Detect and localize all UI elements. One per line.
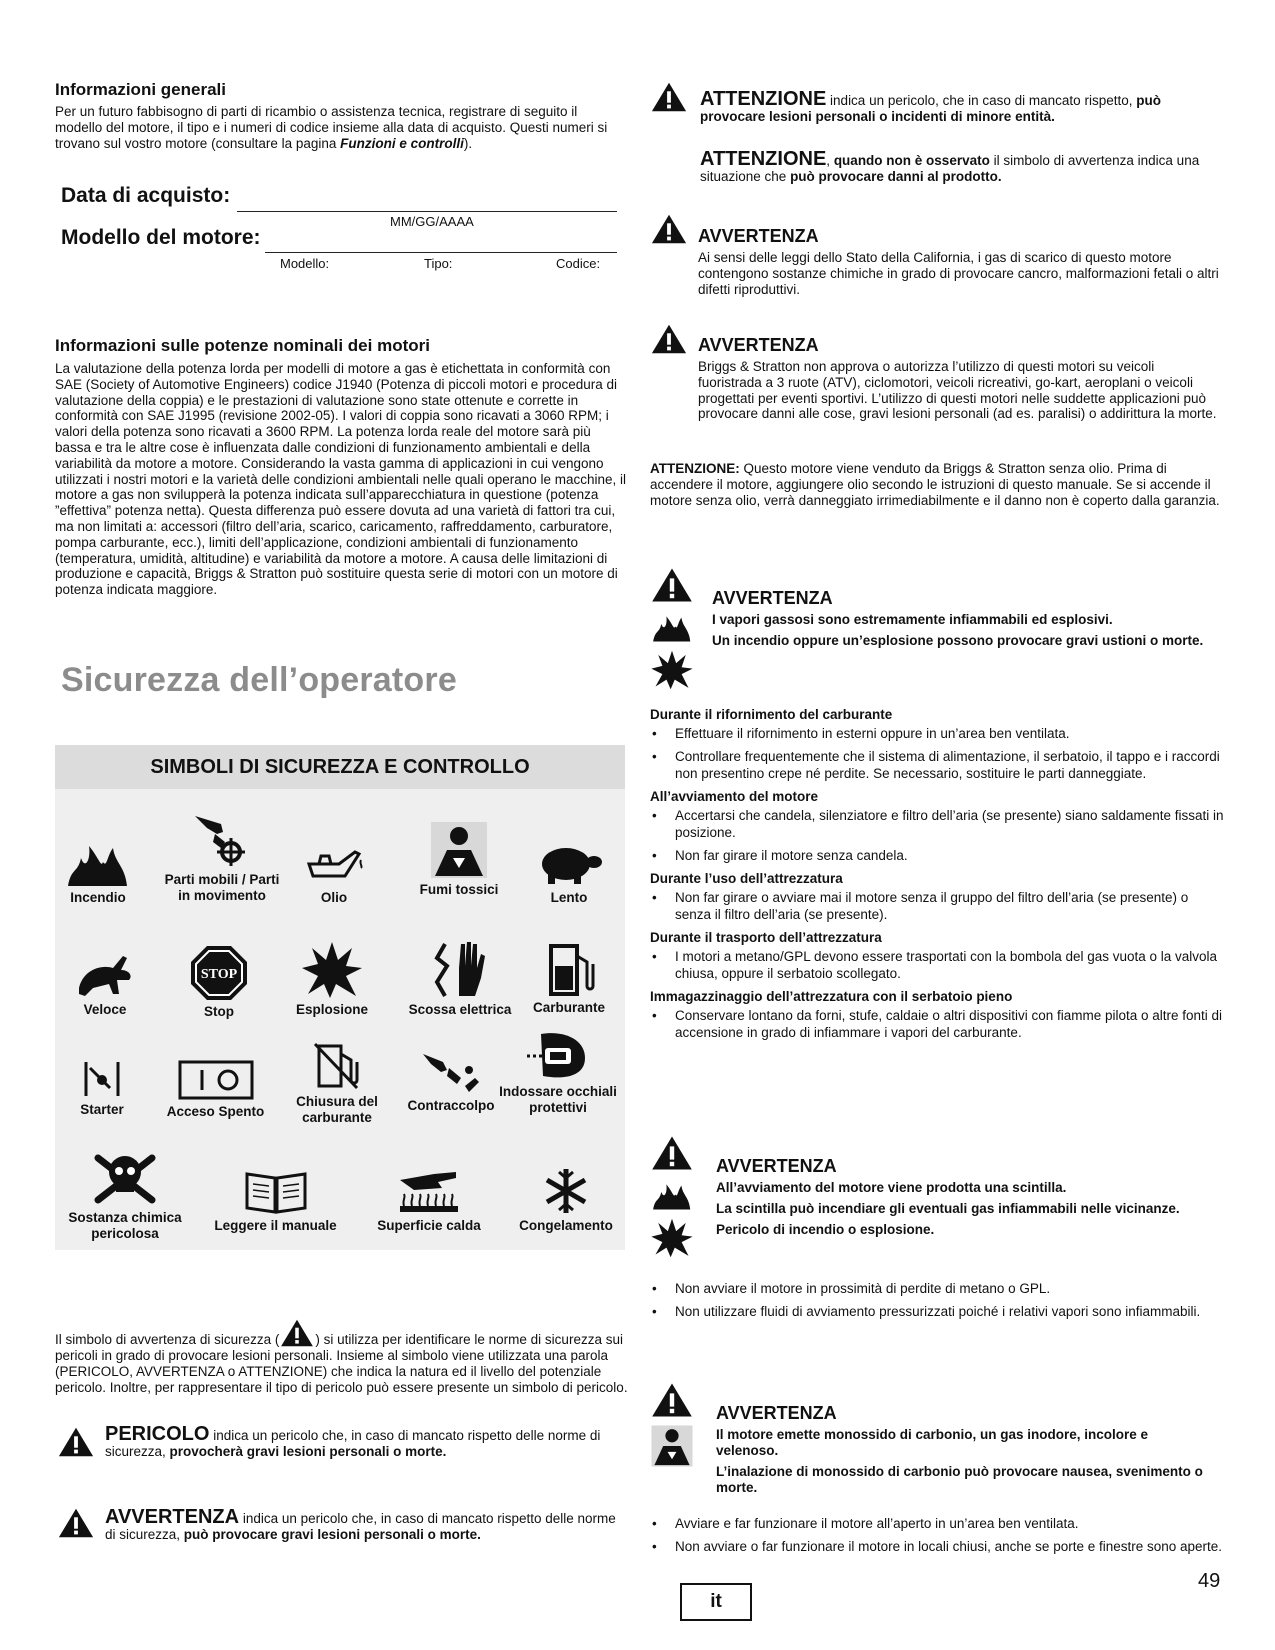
atv-warning-title: AVVERTENZA — [698, 335, 819, 355]
ratings-heading: Informazioni sulle potenze nominali dei motori — [55, 336, 430, 355]
fuel-pump-icon — [541, 942, 597, 998]
symbol-choke — [42, 1058, 162, 1118]
purchase-date-line — [237, 211, 617, 212]
list-item: • Non utilizzare fluidi di avviamento pressurizzati poiché i relativi vapori sono infiammabili. — [650, 1303, 1225, 1320]
warning-triangle-icon — [650, 565, 694, 605]
section-heading: Durante il trasporto dell’attrezzatura — [650, 930, 882, 945]
page-number: 49 — [1198, 1570, 1221, 1592]
symbol-hot-surface — [359, 1166, 499, 1234]
caution-product-definition: ATTENZIONE, quando non è osservato il simbolo di avvertenza indica una situazione che può provocare danni al prodotto. — [700, 148, 1200, 184]
atv-warning-text: Briggs & Stratton non approva o autorizza l’utilizzo di questi motori su veicoli fuoristrada a 3 ruote (ATV), ciclomotori, veicoli ricreativi, go-kart, aeroplani o veicoli progettati per eventi sportivi. L’utilizzo di questi motori nelle suddette applicazioni può provocare danni alle cose, gravi lesioni personali (ad es. paralisi) o addirittura la morte. — [698, 359, 1217, 422]
kickback-icon — [419, 1048, 483, 1096]
symbol-frostbite — [506, 1166, 626, 1234]
symbol-label: Acceso Spento — [166, 1104, 265, 1119]
date-format-label: MM/GG/AAAA — [390, 214, 474, 229]
engine-model-line — [265, 252, 617, 253]
moving-parts-icon — [187, 812, 257, 870]
warning-definition: AVVERTENZA indica un pericolo che, in caso di mancato rispetto delle norme di sicurezza, può provocare gravi lesioni personali o morte. — [105, 1506, 616, 1542]
co-warning-line1: Il motore emette monossido di carbonio, un gas inodore, incolore e velenoso. — [716, 1427, 1149, 1458]
language-tab: it — [680, 1583, 752, 1621]
california-warning-title: AVVERTENZA — [698, 226, 819, 246]
ratings-text: La valutazione della potenza lorda per modelli di motore a gas è etichettata in conformità con SAE (Society of Automotive Engineers) codice J1940 (Potenza di piccoli motori e procedura di valutazione della coppia) e le prestazioni di valutazione sono state ottenute e corrette in conformità con SAE J1995 (revisione 2002-05). I valori di coppia sono ricavati a 3060 RPM; i valori della potenza sono ricavati a 3600 RPM. La potenza lorda reale del motore sarà più bassa e tra le altre cose è influenzata dalle condizioni di funzionamento ambientali e della variabilità da motore a motore. Considerando la vasta gamma di applicazioni in cui vengono utilizzati i nostri motori e la varietà delle condizioni ambientali nelle quali operano le macchine, il motore a gas non svilupperà la potenza indicata sull’apparecchiatura in questione (potenza ”effettiva” potenza netta). Questa differenza può essere dovuta ad una varietà di fattori tra cui, ma non limitati a: accessori (filtro dell’aria, scarico, caricamento, raffreddamento, carburatore, pompa carburante, ecc.), limiti dell’applicazione, condizioni ambientali di funzionamento (temperatura, umidità, altitudine) e variabilità da motore a motore. A causa delle limitazioni di produzione e capacità, Briggs & Stratton può sostituire questa serie di motori con un motore di potenza indicata maggiore. — [55, 361, 627, 598]
symbol-label: Indossare occhiali protettivi — [499, 1084, 617, 1115]
electric-shock-icon — [425, 938, 495, 1000]
symbols-heading: SIMBOLI DI SICUREZZA E CONTROLLO — [55, 745, 625, 789]
bullet-list — [650, 807, 1225, 864]
bullet-list — [650, 1007, 1225, 1041]
list-item: • Non far girare o avviare mai il motore senza il gruppo del filtro dell’aria (se presente) o senza il filtro dell’aria (se presente). — [650, 889, 1225, 923]
engine-model-label: Modello del motore: — [61, 226, 261, 249]
list-item: • Non far girare il motore senza candela. — [650, 847, 1225, 864]
symbol-label: Starter — [80, 1102, 124, 1117]
stop-sign-text: STOP — [200, 967, 238, 982]
symbol-eye-protection — [488, 1030, 628, 1116]
symbol-label: Parti mobili / Parti in movimento — [164, 872, 280, 903]
spark-warning-title: AVVERTENZA — [716, 1156, 837, 1176]
symbol-electric-shock — [395, 938, 525, 1018]
general-info-heading: Informazioni generali — [55, 80, 226, 99]
rabbit-icon — [73, 948, 137, 1000]
symbol-label: Carburante — [532, 1000, 605, 1015]
symbol-read-manual — [203, 1168, 348, 1234]
purchase-date-label: Data di acquisto: — [61, 184, 231, 207]
snowflake-icon — [541, 1166, 591, 1216]
explosion-icon — [300, 940, 364, 1000]
stop-sign-icon — [189, 944, 249, 1002]
symbol-moving-parts — [157, 812, 287, 904]
symbol-label: Esplosione — [295, 1002, 368, 1017]
explosion-icon — [650, 649, 694, 691]
safety-alert-icon — [279, 1318, 315, 1348]
list-item: • I motori a metano/GPL devono essere trasportati con la bombola del gas vuota o la valvola chiusa, oppure il serbatoio scollegato. — [650, 948, 1225, 982]
spark-warning-line3: Pericolo di incendio o esplosione. — [716, 1222, 935, 1237]
list-item: • Effettuare il rifornimento in esterni oppure in un’area ben ventilata. — [650, 725, 1225, 742]
symbol-fire — [38, 838, 158, 906]
list-item: • Conservare lontano da forni, stufe, caldaie o altri dispositivi con fiamme pilota o altre fonti di accensione in grado di infiammare i vapori del carburante. — [650, 1007, 1225, 1041]
symbol-label: Veloce — [83, 1002, 127, 1017]
fire-icon — [650, 607, 694, 647]
symbol-label: Sostanza chimica pericolosa — [68, 1210, 182, 1241]
spark-warning-line2: La scintilla può incendiare gli eventuali gas infiammabili nelle vicinanze. — [716, 1201, 1180, 1216]
list-item: • Accertarsi che candela, silenziatore e filtro dell’aria (se presente) siano saldamente fissati in posizione. — [650, 807, 1225, 841]
co-warning-line2: L’inalazione di monossido di carbonio può provocare nausea, svenimento o morte. — [716, 1464, 1203, 1495]
fire-icon — [63, 838, 133, 888]
fuel-safety-sections — [650, 706, 1225, 1047]
symbol-toxic-fumes — [394, 820, 524, 898]
section-heading: Immagazzinaggio dell’attrezzatura con il serbatoio pieno — [650, 989, 1013, 1004]
bullet-list — [650, 725, 1225, 782]
section-heading: All’avviamento del motore — [650, 789, 819, 804]
list-item: • Avviare e far funzionare il motore all’aperto in un’area ben ventilata. — [650, 1515, 1225, 1532]
manual-book-icon — [243, 1168, 309, 1216]
bullet-list — [650, 889, 1225, 923]
spark-warning-line1: All’avviamento del motore viene prodotta una scintilla. — [716, 1180, 1067, 1195]
section-heading: Durante il rifornimento del carburante — [650, 707, 893, 722]
alert-symbol-paragraph: Il simbolo di avvertenza di sicurezza ( ) si utilizza per identificare le norme di sicurezza sui pericoli in grado di provocare lesioni personali. Insieme al simbolo viene utilizzata una parola (PERICOLO, AVVERTENZA o ATTENZIONE) che indica la natura ed il livello del potenziale pericolo. Inoltre, per rappresentare il tipo di pericolo può essere presente un simbolo di pericolo. — [55, 1318, 630, 1395]
symbol-label: Fumi tossici — [419, 882, 499, 897]
symbol-hazardous-chemical — [55, 1148, 195, 1242]
fire-icon — [650, 1175, 694, 1215]
symbol-fuel — [509, 942, 629, 1016]
symbol-oil — [279, 838, 389, 906]
bullet-list — [650, 948, 1225, 982]
fuel-warning-line2: Un incendio oppure un’esplosione possono provocare gravi ustioni o morte. — [712, 633, 1204, 648]
list-item: • Non avviare il motore in prossimità di perdite di metano o GPL. — [650, 1280, 1225, 1297]
symbol-slow — [509, 838, 629, 906]
symbol-explosion — [272, 940, 392, 1018]
symbol-fast — [45, 948, 165, 1018]
symbol-label: Stop — [204, 1004, 234, 1019]
spark-bullet-list — [650, 1280, 1225, 1326]
oil-caution-note: ATTENZIONE: Questo motore viene venduto da Briggs & Stratton senza olio. Prima di accendere il motore, aggiungere olio secondo le istruzioni di questo manuale. Se si accende il motore senza olio, verrà danneggiato irrimediabilmente e il danno non è coperto dalla garanzia. — [650, 461, 1220, 508]
symbol-label: Incendio — [70, 890, 126, 905]
choke-icon — [80, 1058, 124, 1100]
warning-triangle-icon — [650, 1380, 694, 1420]
fuel-warning-line1: I vapori gassosi sono estremamente infiammabili ed esplosivi. — [712, 612, 1113, 627]
fuel-shutoff-icon — [311, 1040, 363, 1092]
warning-triangle-icon — [57, 1506, 95, 1540]
toxic-fumes-icon — [429, 820, 489, 880]
co-bullet-list — [650, 1515, 1225, 1561]
code-sublabel: Codice: — [556, 256, 601, 271]
type-sublabel: Tipo: — [424, 256, 453, 271]
symbol-label: Scossa elettrica — [408, 1002, 512, 1017]
skull-crossbones-icon — [90, 1148, 160, 1208]
safety-glasses-icon — [525, 1030, 591, 1082]
symbol-label: Congelamento — [519, 1218, 613, 1233]
symbol-fuel-shutoff — [277, 1040, 397, 1126]
danger-definition: PERICOLO indica un pericolo che, in caso di mancato rispetto delle norme di sicurezza, provocherà gravi lesioni personali o morte. — [105, 1423, 601, 1459]
list-item: • Non avviare o far funzionare il motore in locali chiusi, anche se porte e finestre sono aperte. — [650, 1538, 1225, 1555]
on-off-icon — [176, 1058, 256, 1102]
symbol-on-off — [153, 1058, 278, 1120]
warning-triangle-icon — [650, 212, 688, 246]
symbol-label: Leggere il manuale — [214, 1218, 337, 1233]
symbol-label: Contraccolpo — [407, 1098, 495, 1113]
caution-definition: ATTENZIONE indica un pericolo, che in caso di mancato rispetto, può provocare lesioni personali o incidenti di minore entità. — [700, 88, 1161, 124]
general-info-text: Per un futuro fabbisogno di parti di ricambio o assistenza tecnica, registrare di seguito il modello del motore, il tipo e i numeri di codice insieme alla data di acquisto. Questi numeri si trovano sul vostro motore (consultare la pagina Funzioni e controlli). — [55, 104, 608, 151]
section-title: Sicurezza dell’operatore — [61, 661, 457, 699]
warning-triangle-icon — [650, 80, 688, 114]
co-warning-title: AVVERTENZA — [716, 1403, 837, 1423]
list-item: • Controllare frequentemente che il sistema di alimentazione, il serbatoio, il tappo e i raccordi non presentino crepe né perdite. Se necessario, sostituire le parti danneggiate. — [650, 748, 1225, 782]
hot-surface-icon — [394, 1166, 464, 1216]
warning-triangle-icon — [650, 322, 688, 356]
symbol-label: Olio — [320, 890, 348, 905]
symbol-label: Superficie calda — [377, 1218, 481, 1233]
california-warning-text: Ai sensi delle leggi dello Stato della California, i gas di scarico di questo motore contengono sostanze chimiche in grado di provocare cancro, malformazioni fetali o altri difetti riproduttivi. — [698, 250, 1219, 297]
symbol-label: Lento — [550, 890, 588, 905]
symbol-stop — [159, 944, 279, 1020]
fuel-warning-title: AVVERTENZA — [712, 588, 833, 608]
explosion-icon — [650, 1217, 694, 1259]
toxic-fumes-icon — [650, 1424, 694, 1468]
section-heading: Durante l’uso dell’attrezzatura — [650, 871, 843, 886]
warning-triangle-icon — [650, 1133, 694, 1173]
turtle-icon — [534, 838, 604, 888]
symbol-label: Chiusura del carburante — [296, 1094, 378, 1125]
oil-can-icon — [299, 838, 369, 888]
warning-triangle-icon — [57, 1425, 95, 1459]
model-sublabel: Modello: — [280, 256, 330, 271]
